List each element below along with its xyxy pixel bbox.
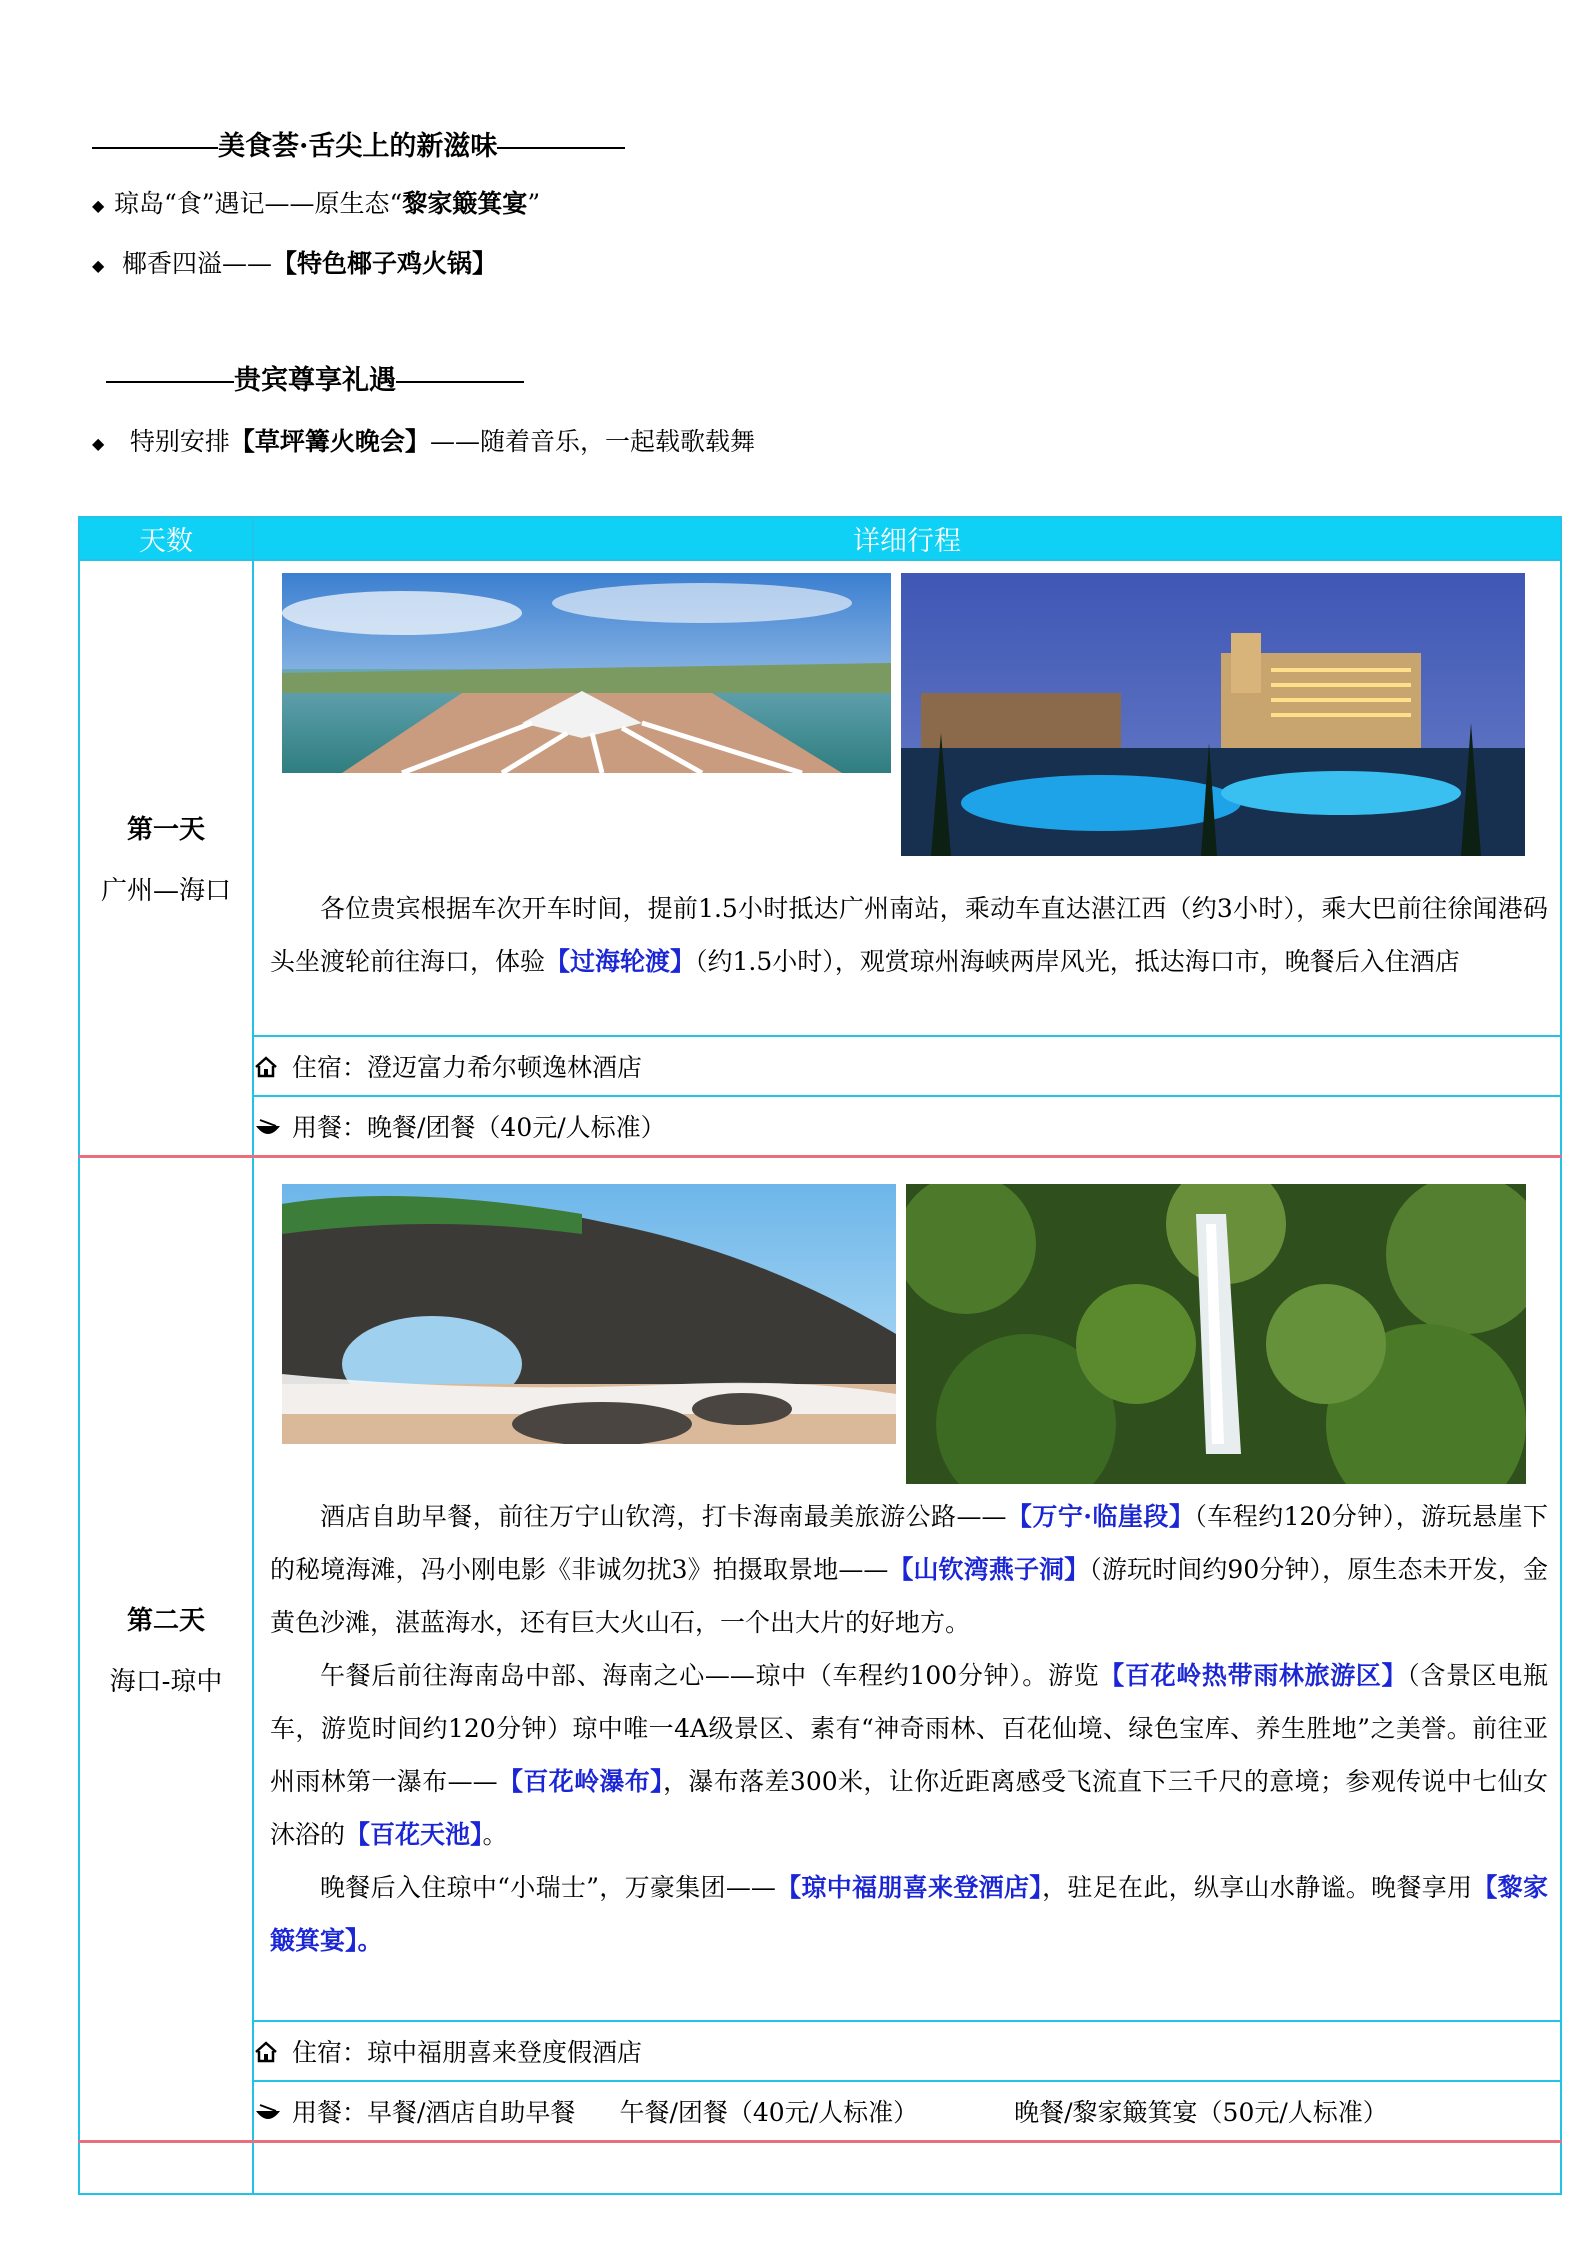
ferry-highlight: 【过海轮渡】 <box>545 947 696 976</box>
vip-section-title: 贵宾尊享礼遇 <box>106 358 524 397</box>
bowl-icon <box>254 1115 282 1144</box>
day1-name: 第一天 <box>126 815 205 845</box>
banquet-highlight: 【黎家簸箕宴】。 <box>270 1873 1548 1955</box>
vip-item-1: ◆ 特别安排【草坪篝火晚会】——随着音乐，一起载歌载舞 <box>92 427 755 456</box>
day2-name: 第二天 <box>126 1606 205 1636</box>
hotel-pool-photo <box>901 573 1525 856</box>
ferry-port-photo <box>282 573 891 773</box>
day2-route: 海口-琼中 <box>109 1667 223 1697</box>
tianchi-highlight: 【百花天池】 <box>345 1820 483 1849</box>
day1-description: 各位贵宾根据车次开车时间，提前1.5小时抵达广州南站，乘动车直达湛江西（约3小时），乘大巴前往徐闻港码头坐渡轮前往海口，体验【过海轮渡】（约1.5小时），观赏琼州海峡两岸风光，抵达海口市，晚餐后入住酒店 <box>270 894 1548 976</box>
day1-meals: 用餐：晚餐/团餐（40元/人标准） <box>253 1096 1561 1157</box>
diamond-icon: ◆ <box>92 196 105 215</box>
day1-lodging: 住宿：澄迈富力希尔顿逸林酒店 <box>253 1036 1561 1096</box>
food-item-1: ◆ 琼岛“食”遇记——原生态“黎家簸箕宴” <box>92 189 541 218</box>
waterfall-highlight: 【百花岭瀑布】 <box>497 1767 664 1796</box>
sea-arch-photo <box>282 1184 896 1444</box>
day2-label-cell <box>79 1157 253 2142</box>
rainforest-highlight: 【百花岭热带雨林旅游区】 <box>1099 1661 1408 1690</box>
header-day: 天数 <box>79 517 253 560</box>
header-detail: 详细行程 <box>253 517 1561 560</box>
itinerary-table <box>78 516 1562 2195</box>
empty-detail-cell <box>253 2142 1561 2195</box>
day1-route: 广州—海口 <box>100 876 231 906</box>
food-section-title: 美食荟·舌尖上的新滋味 <box>92 124 625 163</box>
swallow-cave-highlight: 【山钦湾燕子洞】 <box>888 1555 1090 1584</box>
day2-lodging: 住宿：琼中福朋喜来登度假酒店 <box>253 2021 1561 2081</box>
empty-day-cell <box>79 2142 253 2195</box>
day1-detail-cell <box>253 560 1561 1036</box>
house-icon <box>254 1055 282 1084</box>
diamond-icon: ◆ <box>92 434 105 453</box>
day1-label-cell <box>79 560 253 1157</box>
wanning-cliff-highlight: 【万宁·临崖段】 <box>1006 1502 1195 1531</box>
diamond-icon: ◆ <box>92 256 105 275</box>
day2-detail-cell <box>253 1157 1561 2022</box>
bowl-icon <box>254 2100 282 2129</box>
waterfall-photo <box>906 1184 1526 1484</box>
day2-meals: 用餐：早餐/酒店自助早餐 午餐/团餐（40元/人标准） 晚餐/黎家簸箕宴（50元/人标准） <box>253 2081 1561 2142</box>
sheraton-highlight: 【琼中福朋喜来登酒店】 <box>775 1873 1043 1902</box>
day2-description: 酒店自助早餐，前往万宁山钦湾，打卡海南最美旅游公路——【万宁·临崖段】（车程约120分钟），游玩悬崖下的秘境海滩，冯小刚电影《非诚勿扰3》拍摄取景地——【山钦湾燕子洞】（游玩时间约90分钟），原生态未开发，金黄色沙滩，湛蓝海水，还有巨大火山石，一个出大片的好地方。 午餐后前往海南岛中部、海南之心——琼中（车程约100分钟）。游览【百花岭热带雨林旅游区】（含景区电瓶车，游览时间约120分钟）琼中唯一4A级景区、素有“神奇雨林、百花仙境、绿色宝库、养生胜地”之美誉。前往亚州雨林第一瀑布——【百花岭瀑布】，瀑布落差300米，让你近距离感受飞流直下三千尺的意境；参观传说中七仙女沐浴的【百花天池】。 晚餐后入住琼中“小瑞士”，万豪集团——【琼中福朋喜来登酒店】，驻足在此，纵享山水静谧。晚餐享用【黎家簸箕宴】。 <box>270 1502 1548 1955</box>
food-item-2: ◆ 椰香四溢——【特色椰子鸡火锅】 <box>92 249 497 278</box>
house-icon <box>254 2040 282 2069</box>
